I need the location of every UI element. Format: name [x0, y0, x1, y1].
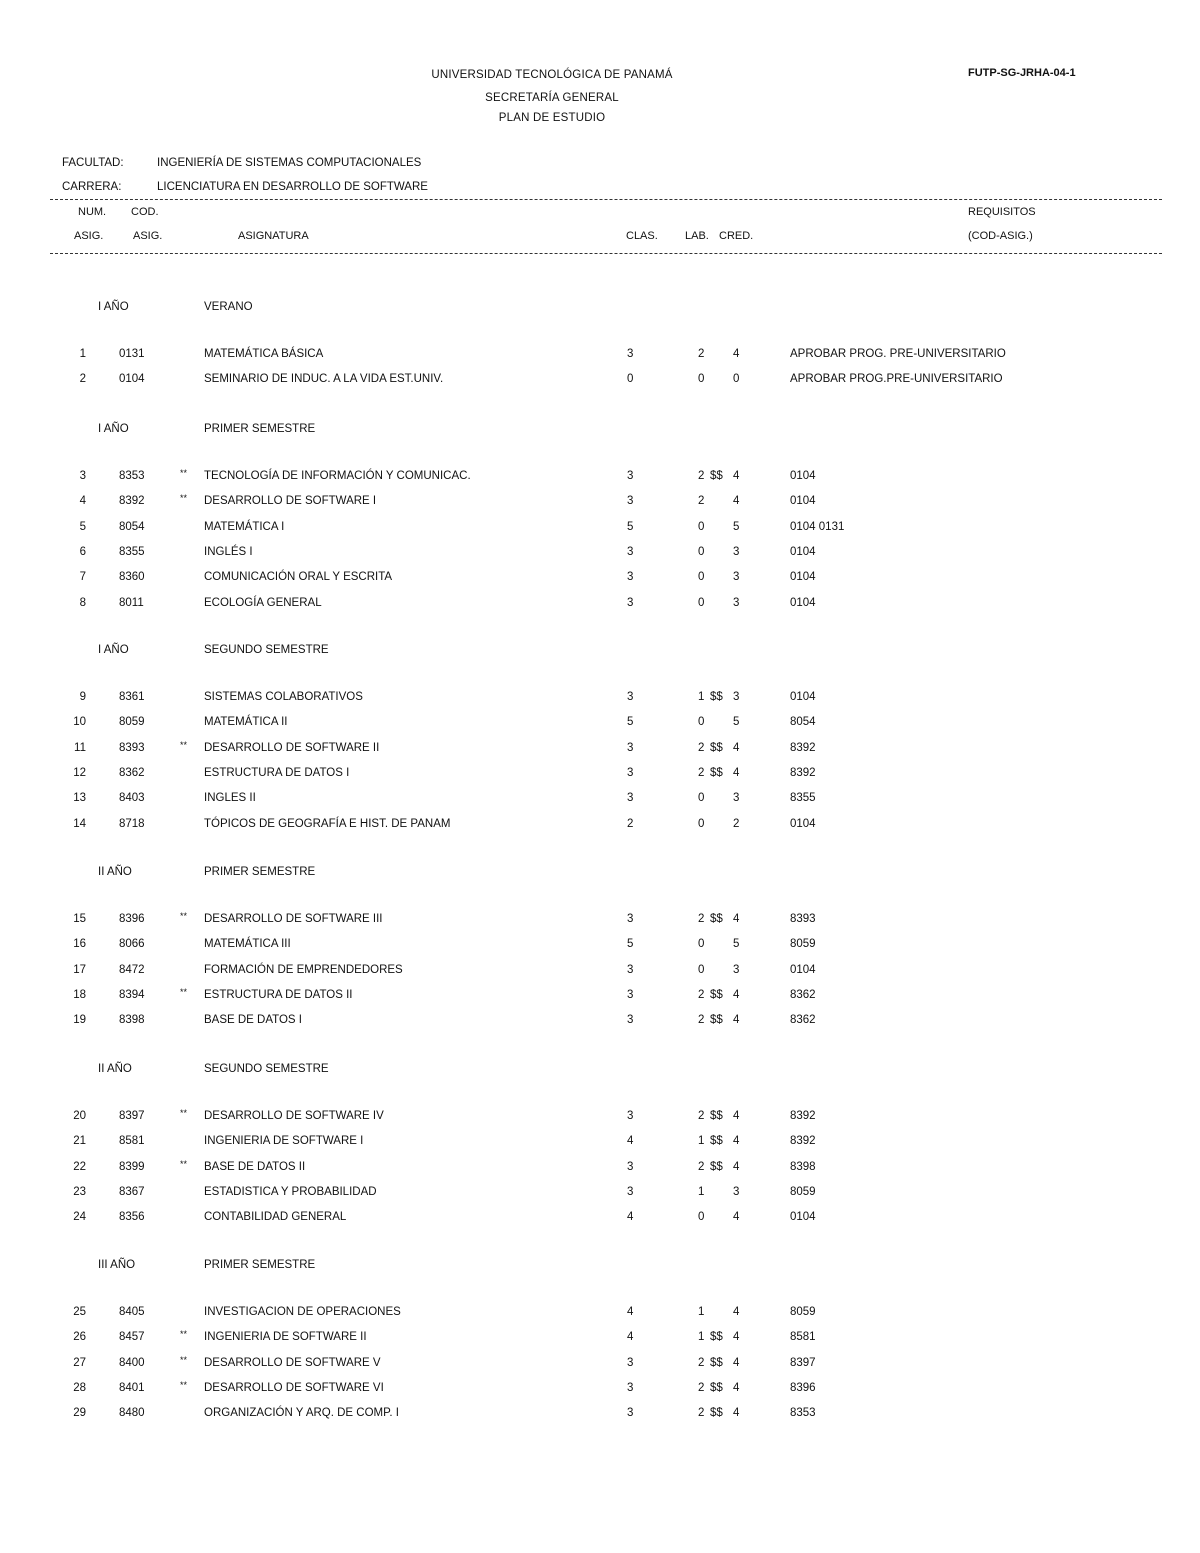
col-num-line2: ASIG. — [74, 230, 104, 242]
course-code: 8472 — [119, 963, 145, 976]
table-row — [0, 470, 1200, 486]
header-divider-top — [50, 199, 1162, 200]
lab-hours: 0 — [698, 373, 705, 386]
lab-hours: 0 — [698, 716, 705, 729]
lab-hours: 0 — [698, 938, 705, 951]
credits: 4 — [733, 1356, 740, 1369]
table-row — [0, 348, 1200, 364]
table-row — [0, 1014, 1200, 1030]
course-code: 8054 — [119, 520, 145, 533]
course-code: 8718 — [119, 817, 145, 830]
section-term: PRIMER SEMESTRE — [204, 1259, 316, 1271]
section-year: I AÑO — [98, 423, 129, 435]
table-row — [0, 1186, 1200, 1202]
faculty-value: INGENIERÍA DE SISTEMAS COMPUTACIONALES — [157, 157, 422, 169]
lab-hours: 2 — [698, 1160, 705, 1173]
course-number: 5 — [79, 520, 86, 533]
course-code: 8581 — [119, 1135, 145, 1148]
lab-hours: 0 — [698, 520, 705, 533]
requisites: 8392 — [790, 766, 816, 779]
lab-fee-flag: $$ — [710, 766, 723, 779]
table-row — [0, 913, 1200, 929]
lab-hours: 2 — [698, 470, 705, 482]
requisites: 8362 — [790, 988, 816, 1001]
course-number: 21 — [73, 1135, 86, 1148]
table-row — [0, 767, 1200, 783]
section-year: I AÑO — [98, 301, 129, 313]
lab-fee-flag: $$ — [710, 1135, 723, 1148]
table-row — [0, 1407, 1200, 1423]
class-hours: 4 — [627, 1211, 634, 1224]
course-name: FORMACIÓN DE EMPRENDEDORES — [204, 963, 403, 976]
section-header — [0, 423, 1200, 439]
course-name: DESARROLLO DE SOFTWARE I — [204, 495, 377, 508]
section-year: II AÑO — [98, 866, 132, 878]
course-name: CONTABILIDAD GENERAL — [204, 1211, 347, 1224]
lab-hours: 2 — [698, 988, 705, 1001]
course-name: ESTRUCTURA DE DATOS II — [204, 988, 353, 1001]
course-number: 28 — [73, 1381, 86, 1394]
col-req-line1: REQUISITOS — [968, 206, 1036, 218]
class-hours: 3 — [627, 348, 634, 360]
course-number: 15 — [73, 913, 86, 925]
table-row — [0, 792, 1200, 808]
course-name: ORGANIZACIÓN Y ARQ. DE COMP. I — [204, 1407, 399, 1420]
class-hours: 3 — [627, 1014, 634, 1027]
table-row — [0, 1211, 1200, 1227]
col-num-line1: NUM. — [78, 206, 107, 218]
plan-title: PLAN DE ESTUDIO — [498, 112, 606, 124]
course-flag: ** — [180, 1329, 188, 1340]
lab-hours: 1 — [698, 1331, 705, 1344]
table-row — [0, 1158, 1200, 1177]
header-divider-bottom — [50, 253, 1162, 254]
credits: 3 — [733, 691, 740, 703]
course-name: DESARROLLO DE SOFTWARE IV — [204, 1110, 384, 1122]
table-row — [0, 1135, 1200, 1151]
course-number: 8 — [79, 596, 86, 609]
lab-hours: 0 — [698, 792, 705, 805]
class-hours: 3 — [627, 741, 634, 754]
course-name: DESARROLLO DE SOFTWARE II — [204, 741, 380, 754]
course-code: 8405 — [119, 1306, 145, 1318]
section-header — [0, 1063, 1200, 1079]
table-row — [0, 597, 1200, 613]
course-name: SISTEMAS COLABORATIVOS — [204, 691, 363, 703]
lab-fee-flag: $$ — [710, 913, 723, 925]
course-code: 8398 — [119, 1014, 145, 1027]
course-number: 1 — [79, 348, 86, 360]
course-number: 24 — [73, 1211, 86, 1224]
credits: 4 — [733, 348, 740, 360]
lab-fee-flag: $$ — [710, 741, 723, 754]
course-number: 12 — [73, 766, 86, 779]
course-code: 8457 — [119, 1331, 145, 1344]
lab-hours: 1 — [698, 1306, 705, 1318]
requisites: 8059 — [790, 1185, 816, 1198]
course-number: 10 — [73, 716, 86, 729]
course-flag: ** — [180, 1379, 188, 1390]
course-name: SEMINARIO DE INDUC. A LA VIDA EST.UNIV. — [204, 373, 444, 386]
lab-hours: 2 — [698, 495, 705, 508]
course-code: 8400 — [119, 1356, 145, 1369]
course-code: 0104 — [119, 373, 145, 386]
class-hours: 3 — [627, 1356, 634, 1369]
requisites: 8392 — [790, 741, 816, 754]
course-code: 8367 — [119, 1185, 145, 1198]
course-name: DESARROLLO DE SOFTWARE VI — [204, 1381, 384, 1394]
course-number: 14 — [73, 817, 86, 830]
course-code: 8011 — [119, 596, 144, 609]
class-hours: 3 — [627, 963, 634, 976]
course-code: 8066 — [119, 938, 145, 951]
lab-hours: 2 — [698, 741, 705, 754]
credits: 4 — [733, 913, 740, 925]
career-label: CARRERA: — [62, 181, 122, 193]
credits: 3 — [733, 792, 740, 805]
course-name: INGLES II — [204, 792, 256, 805]
section-term: SEGUNDO SEMESTRE — [204, 1063, 329, 1075]
course-number: 27 — [73, 1356, 86, 1369]
course-code: 8401 — [119, 1381, 145, 1394]
credits: 5 — [733, 520, 740, 533]
secretariat-title: SECRETARÍA GENERAL — [485, 92, 619, 104]
section-term: PRIMER SEMESTRE — [204, 866, 316, 878]
table-row — [0, 818, 1200, 834]
course-number: 22 — [73, 1160, 86, 1173]
lab-fee-flag: $$ — [710, 1407, 723, 1420]
course-flag: ** — [180, 986, 188, 997]
table-row — [0, 1306, 1200, 1322]
credits: 4 — [733, 1211, 740, 1224]
lab-hours: 2 — [698, 1356, 705, 1369]
course-number: 17 — [73, 963, 86, 976]
requisites: 8392 — [790, 1110, 816, 1122]
lab-hours: 0 — [698, 545, 705, 558]
lab-fee-flag: $$ — [710, 470, 723, 482]
course-name: MATEMÁTICA III — [204, 938, 291, 951]
course-name: ECOLOGÍA GENERAL — [204, 596, 322, 609]
requisites: 8054 — [790, 716, 816, 729]
col-clas: CLAS. — [626, 230, 658, 242]
course-number: 16 — [73, 938, 86, 951]
lab-fee-flag: $$ — [710, 691, 723, 703]
table-row — [0, 964, 1200, 980]
col-lab: LAB. — [685, 230, 709, 242]
section-term: VERANO — [204, 301, 253, 313]
course-code: 8361 — [119, 691, 145, 703]
course-code: 8480 — [119, 1407, 145, 1420]
section-header — [0, 301, 1200, 317]
lab-hours: 2 — [698, 766, 705, 779]
requisites: 0104 — [790, 470, 816, 482]
class-hours: 3 — [627, 1185, 634, 1198]
requisites: APROBAR PROG.PRE-UNIVERSITARIO — [790, 373, 1003, 386]
course-number: 9 — [79, 691, 86, 703]
class-hours: 3 — [627, 571, 634, 584]
course-number: 4 — [79, 495, 86, 508]
credits: 3 — [733, 1185, 740, 1198]
course-number: 11 — [74, 741, 86, 754]
course-code: 8059 — [119, 716, 145, 729]
course-number: 7 — [79, 571, 86, 584]
class-hours: 3 — [627, 1160, 634, 1173]
career-value: LICENCIATURA EN DESARROLLO DE SOFTWARE — [157, 181, 428, 193]
requisites: 0104 — [790, 1211, 816, 1224]
lab-hours: 0 — [698, 963, 705, 976]
course-name: DESARROLLO DE SOFTWARE III — [204, 913, 383, 925]
requisites: 8392 — [790, 1135, 816, 1148]
course-name: COMUNICACIÓN ORAL Y ESCRITA — [204, 571, 393, 584]
course-name: INGLÉS I — [204, 545, 253, 558]
credits: 0 — [733, 373, 740, 386]
requisites: 0104 — [790, 545, 816, 558]
class-hours: 3 — [627, 988, 634, 1001]
requisites: 0104 0131 — [790, 520, 845, 533]
col-cred: CRED. — [719, 230, 754, 242]
table-row — [0, 495, 1200, 511]
course-name: BASE DE DATOS I — [204, 1014, 302, 1027]
credits: 4 — [733, 1306, 740, 1318]
requisites: 8355 — [790, 792, 816, 805]
lab-fee-flag: $$ — [710, 988, 723, 1001]
faculty-label: FACULTAD: — [62, 157, 124, 169]
course-code: 8396 — [119, 913, 145, 925]
credits: 4 — [733, 1110, 740, 1122]
course-number: 25 — [73, 1306, 86, 1318]
requisites: 0104 — [790, 963, 816, 976]
requisites: 8396 — [790, 1381, 816, 1394]
lab-hours: 1 — [698, 1185, 705, 1198]
col-subject: ASIGNATURA — [238, 230, 309, 242]
credits: 3 — [733, 571, 740, 584]
course-name: MATEMÁTICA BÁSICA — [204, 348, 324, 360]
lab-fee-flag: $$ — [710, 1110, 723, 1122]
lab-hours: 1 — [698, 691, 705, 703]
class-hours: 5 — [627, 938, 634, 951]
credits: 4 — [733, 741, 740, 754]
requisites: 8397 — [790, 1356, 816, 1369]
credits: 4 — [733, 1160, 740, 1173]
course-flag: ** — [180, 1158, 188, 1169]
course-code: 8403 — [119, 792, 145, 805]
credits: 4 — [733, 1135, 740, 1148]
course-code: 0131 — [119, 348, 145, 360]
class-hours: 3 — [627, 913, 634, 925]
section-year: II AÑO — [98, 1063, 132, 1075]
class-hours: 3 — [627, 1110, 634, 1122]
table-row — [0, 373, 1200, 389]
class-hours: 3 — [627, 1381, 634, 1394]
class-hours: 3 — [627, 792, 634, 805]
col-req-line2: (COD-ASIG.) — [968, 230, 1033, 242]
credits: 3 — [733, 545, 740, 558]
course-number: 6 — [79, 545, 86, 558]
lab-hours: 0 — [698, 596, 705, 609]
lab-hours: 2 — [698, 913, 705, 925]
requisites: 8353 — [790, 1407, 816, 1420]
lab-fee-flag: $$ — [710, 1160, 723, 1173]
course-name: MATEMÁTICA I — [204, 520, 285, 533]
institution-title: UNIVERSIDAD TECNOLÓGICA DE PANAMÁ — [431, 69, 673, 81]
section-header — [0, 866, 1200, 882]
course-name: INGENIERIA DE SOFTWARE I — [204, 1135, 364, 1148]
course-code: 8355 — [119, 545, 145, 558]
course-flag: ** — [180, 493, 188, 504]
table-row — [0, 571, 1200, 587]
section-header — [0, 644, 1200, 660]
course-number: 26 — [73, 1331, 86, 1344]
class-hours: 3 — [627, 596, 634, 609]
course-code: 8353 — [119, 470, 145, 482]
class-hours: 5 — [627, 520, 634, 533]
requisites: 8059 — [790, 938, 816, 951]
col-cod-line2: ASIG. — [133, 230, 163, 242]
table-row — [0, 546, 1200, 562]
lab-fee-flag: $$ — [710, 1356, 723, 1369]
course-name: INGENIERIA DE SOFTWARE II — [204, 1331, 367, 1344]
table-row — [0, 1331, 1200, 1347]
lab-fee-flag: $$ — [710, 1014, 723, 1027]
section-header — [0, 1259, 1200, 1275]
course-number: 23 — [73, 1185, 86, 1198]
course-code: 8362 — [119, 766, 145, 779]
credits: 4 — [733, 1381, 740, 1394]
lab-hours: 1 — [698, 1135, 705, 1148]
course-number: 29 — [73, 1407, 86, 1420]
table-row — [0, 716, 1200, 732]
class-hours: 0 — [627, 373, 634, 386]
table-row — [0, 1354, 1200, 1373]
lab-hours: 0 — [698, 817, 705, 830]
class-hours: 3 — [627, 1407, 634, 1420]
table-row — [0, 986, 1200, 1005]
table-row — [0, 938, 1200, 954]
credits: 4 — [733, 1331, 740, 1344]
course-number: 2 — [79, 373, 86, 386]
class-hours: 4 — [627, 1135, 634, 1148]
form-code: FUTP-SG-JRHA-04-1 — [968, 67, 1076, 79]
requisites: 8398 — [790, 1160, 816, 1173]
course-number: 13 — [73, 792, 86, 805]
class-hours: 3 — [627, 766, 634, 779]
credits: 4 — [733, 988, 740, 1001]
course-flag: ** — [180, 911, 188, 921]
class-hours: 4 — [627, 1306, 634, 1318]
table-row — [0, 521, 1200, 537]
table-row — [0, 739, 1200, 758]
requisites: 0104 — [790, 596, 816, 609]
course-flag: ** — [180, 468, 188, 478]
course-code: 8393 — [119, 741, 145, 754]
credits: 5 — [733, 938, 740, 951]
credits: 2 — [733, 817, 740, 830]
credits: 5 — [733, 716, 740, 729]
course-code: 8399 — [119, 1160, 145, 1173]
lab-hours: 0 — [698, 571, 705, 584]
lab-fee-flag: $$ — [710, 1331, 723, 1344]
class-hours: 2 — [627, 817, 634, 830]
requisites: APROBAR PROG. PRE-UNIVERSITARIO — [790, 348, 1006, 360]
lab-hours: 2 — [698, 1407, 705, 1420]
credits: 3 — [733, 596, 740, 609]
course-code: 8397 — [119, 1110, 145, 1122]
requisites: 0104 — [790, 691, 816, 703]
section-year: III AÑO — [98, 1259, 136, 1271]
course-name: TÓPICOS DE GEOGRAFÍA E HIST. DE PANAM — [204, 817, 451, 830]
col-cod-line1: COD. — [131, 206, 159, 218]
course-name: MATEMÁTICA II — [204, 716, 288, 729]
table-row — [0, 1110, 1200, 1126]
section-year: I AÑO — [98, 644, 129, 656]
credits: 4 — [733, 766, 740, 779]
requisites: 8362 — [790, 1014, 816, 1027]
course-name: TECNOLOGÍA DE INFORMACIÓN Y COMUNICAC. — [204, 470, 471, 482]
table-row — [0, 691, 1200, 707]
requisites: 0104 — [790, 495, 816, 508]
credits: 4 — [733, 470, 740, 482]
course-name: ESTRUCTURA DE DATOS I — [204, 766, 350, 779]
class-hours: 3 — [627, 691, 634, 703]
lab-hours: 2 — [698, 1381, 705, 1394]
course-code: 8394 — [119, 988, 145, 1001]
course-code: 8356 — [119, 1211, 145, 1224]
course-flag: ** — [180, 739, 188, 750]
lab-hours: 2 — [698, 1014, 705, 1027]
course-code: 8360 — [119, 571, 145, 584]
requisites: 8581 — [790, 1331, 816, 1344]
lab-hours: 0 — [698, 1211, 705, 1224]
section-term: SEGUNDO SEMESTRE — [204, 644, 329, 656]
course-name: BASE DE DATOS II — [204, 1160, 306, 1173]
course-name: DESARROLLO DE SOFTWARE V — [204, 1356, 381, 1369]
requisites: 0104 — [790, 571, 816, 584]
requisites: 8393 — [790, 913, 816, 925]
course-number: 18 — [73, 988, 86, 1001]
lab-hours: 2 — [698, 348, 705, 360]
course-code: 8392 — [119, 495, 145, 508]
class-hours: 3 — [627, 470, 634, 482]
lab-fee-flag: $$ — [710, 1381, 723, 1394]
credits: 4 — [733, 1014, 740, 1027]
credits: 4 — [733, 1407, 740, 1420]
table-row — [0, 1379, 1200, 1398]
lab-hours: 2 — [698, 1110, 705, 1122]
section-term: PRIMER SEMESTRE — [204, 423, 316, 435]
class-hours: 5 — [627, 716, 634, 729]
credits: 4 — [733, 495, 740, 508]
requisites: 8059 — [790, 1306, 816, 1318]
requisites: 0104 — [790, 817, 816, 830]
course-flag: ** — [180, 1108, 188, 1118]
course-name: ESTADISTICA Y PROBABILIDAD — [204, 1185, 377, 1198]
course-number: 3 — [79, 470, 86, 482]
class-hours: 3 — [627, 545, 634, 558]
course-number: 20 — [73, 1110, 86, 1122]
course-number: 19 — [73, 1014, 86, 1027]
course-name: INVESTIGACION DE OPERACIONES — [204, 1306, 401, 1318]
class-hours: 3 — [627, 495, 634, 508]
course-flag: ** — [180, 1354, 188, 1365]
class-hours: 4 — [627, 1331, 634, 1344]
credits: 3 — [733, 963, 740, 976]
